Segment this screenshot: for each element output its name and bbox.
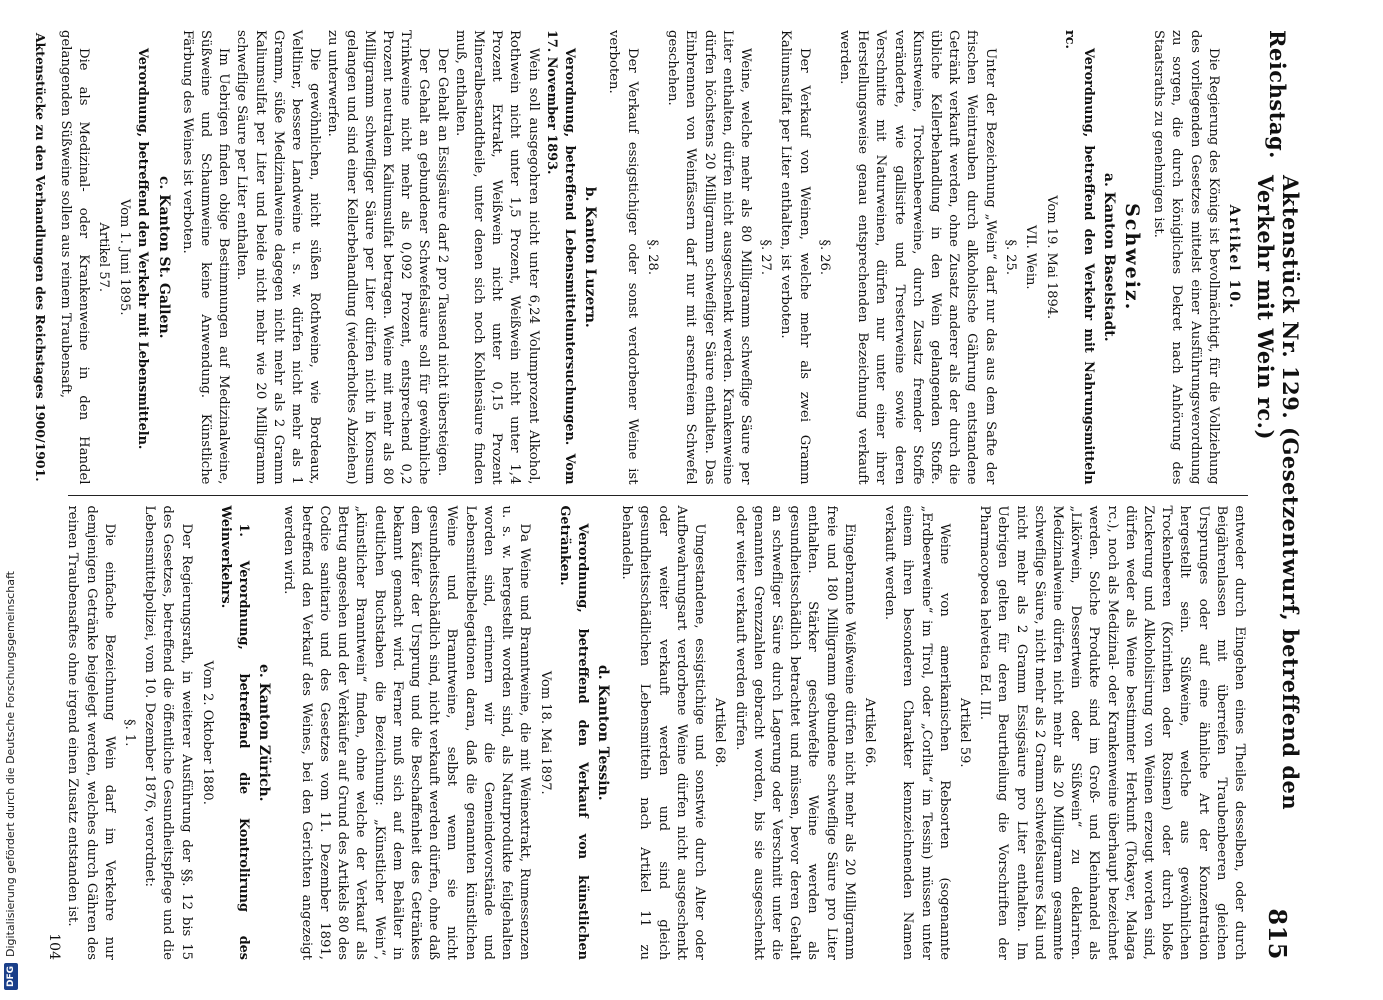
left-column [33,30,1248,495]
dfg-logo: DFG [4,963,18,990]
paragraph: Weine, welche mehr als 80 Milligramm schweflige Säure per Liter enthalten, dürfen nicht ausgeschenkt werden. Krankenweine dürfen höchstens 20 Milligramm schwefliger Säure enthalten. Das Einbrennen von Weinfässern darf nur mit arsenfreiem Schwefel geschehen. [665,30,753,485]
date-line: Vom 2. Oktober 1880. [199,660,215,805]
paragraph: Umgestandene, essigstichige und sonstwie durch Alter oder Aufbewahrungsart verdorbene Weine dürfen nicht ausgeschenkt oder weiter verkauft werden und sind gleich gesundheitsschädlichen Lebensmitteln nach Artikel 11 zu behandeln. [619,505,708,960]
paragraph: Unter der Bezeichnung „Wein“ darf nur das aus dem Safte der frischen Weintrauben durch alkoholische Gährung entstandene Getränk verkauft werden, ohne Zusatz anderer als der durch die übliche Kellerbehandlung in den Wein gelangenden Stoffe. Kunstweine, Trockenbeerweine, durch Zusatz fremder Stoffe veränderte, wie gallisirte und Tresterweine sowie deren Verschnitte mit Naturweinen, dürfen nur unter einer ihrer Herstellungsweise genau entsprechenden Bezeichnung verkauft werden. [836,30,998,485]
paragraph: Der Gehalt an gebundener Schwefelsäure soll für gewöhnliche Trinkweine nicht mehr als 0,092 Prozent, entsprechend 0,2 Prozent neutralem Kaliumsulfat betragen. Weine mit mehr als 80 Milligramm schwefliger Säure per Liter dürfen nicht in Konsum gelangen und sind einer Kellerbehandlung (wiederholtes Abziehen) zu unterwerfen. [325,30,432,485]
paragraph-number: §. 1. [122,719,138,747]
date-line: Vom 1. Juni 1895. [117,199,133,316]
paragraph: Die einfache Bezeichnung Wein darf im Verkehre nur demjenigen Getränke beigelegt werden, welches durch Gähren des reinen Traubensaftes ohne irgend einen Zusatz entstanden ist. [65,505,117,960]
ordinance-title: 1. Verordnung, betreffend die Kontrolirung des Weinverkehrs. [218,505,252,960]
paragraph-number: §. 25. [1002,239,1018,275]
article-heading: Artikel 57. [96,222,112,293]
paragraph: Der Gehalt an Essigsäure darf 2 pro Tausend nicht übersteigen. [434,48,450,477]
footnote: Aktenstücke zu den Verhandlungen des Reichstages 1900/1901. [33,32,49,482]
paragraph: Im Uebrigen finden obige Bestimmungen auf Medizinalweine, Süßweine und Schaumweine keine Anwendung. Künstliche Färbung des Weines ist verboten. [179,30,232,485]
paragraph: Wein soll ausgegohren nicht unter 6,24 Volumprozent Alkohol, Rothwein nicht unter 1,5 Prozent, Weißwein nicht unter 1,4 Prozent Extrakt, Weißwein nicht unter 0,15 Prozent Mineralbestandtheile, unter denen sich noch Kohlensäure finden muß, enthalten. [452,30,541,485]
paragraph: Weine von amerikanischen Rebsorten (sogenannte „Erdbeerweine“ im Tirol, oder „Corlita“ im Tessin) müssen unter einem ihren besonderen Charakter kennzeichnenden Namen verkauft werden. [882,505,952,960]
page-number: 815 [1263,908,1293,960]
canton-heading: b. Kanton Luzern. [582,186,599,328]
paragraph: Die Regierung des Königs ist bevollmächtigt, für die Vollziehung des vorliegenden Gesetzes mittelst einer Ausführungsverordnung zu sorgen, die durch königliches Dekret nach Anhörung des Staatsraths zu genehmigen ist. [1151,30,1221,485]
ordinance-title: Verordnung, betreffend den Verkehr mit Nahrungsmitteln rc. [1062,30,1096,485]
stamp-text: Digitalisierung gefördert durch die Deutsche Forschungsgemeinschaft [4,571,17,957]
paragraph: Eingebrannte Weißweine dürfen nicht mehr als 20 Milligramm freie und 180 Milligramm gebundene schweflige Säure pro Liter enthalten. Stärker geschwefelte Weine werden als gesundheitsschädlich betrachtet und müssen, bevor deren Gehalt an schwefliger Säure durch Lagerung oder Verschnitt unter die genannten Grenzzahlen gebracht worden, bis sie ausgeschenkt oder weiter verkauft werden dürfen. [732,505,857,960]
paragraph-number: §. 28. [644,239,660,275]
paragraph: Der Verkauf von Weinen, welche mehr als zwei Gramm Kaliumsulfat per Liter enthalten, ist verboten. [778,30,812,485]
paragraph: Die als Medizinal- oder Krankenweine in den Handel gelangenden Süßweine sollen aus reinem Traubensaft, [57,30,91,485]
article-heading: Artikel 10. [1226,204,1242,310]
canton-heading: a. Kanton Baselstadt. [1100,172,1117,342]
paragraph: Der Regierungsrath, in weiterer Ausführung der §§. 12 bis 15 des Gesetzes, betreffend die öffentliche Gesundheitspflege und die Lebensmittelpolizei, vom 10. Dezember 1876, verordnet: [142,505,194,960]
paragraph-number: §. 27. [758,239,774,275]
ordinance-title: Verordnung, betreffend den Verkehr mit Lebensmitteln. [135,48,151,450]
date-line: Vom 18. Mai 1897. [538,670,554,795]
right-column [65,496,1248,961]
running-head [1253,30,1303,960]
running-head-left: Reichstag. [1265,30,1291,159]
running-head-title: Aktenstück Nr. 129. (Gesetzentwurf, betreffend den Verkehr mit Wein rc.) [1253,174,1303,811]
canton-heading: e. Kanton Zürich. [256,663,273,802]
country-heading: Schweiz. [1120,203,1143,312]
canton-heading: d. Kanton Tessin. [595,664,612,801]
ordinance-title: Verordnung, betreffend Lebensmitteluntersuchungen. Vom 17. November 1893. [543,30,578,485]
article-heading: Artikel 59. [956,697,972,768]
section-heading: VII. Wein. [1022,224,1038,290]
paragraph-number: §. 26. [816,239,832,275]
paragraph: entweder durch Eingehen eines Theiles desselben, oder durch Beigährenlassen mit überreifen Traubenbeeren gleichen Ursprunges oder auf eine ähnliche Art der Konzentration hergestellt sein. Süßweine, welche aus gewöhnlichen Trockenbeeren (Korinthen oder Rosinen) oder durch bloße Zuckerung und Alkoholisirung von Weinen erzeugt worden sind, dürfen weder als Weine bestimmter Herkunft (Tokayer, Malaga rc.), noch als Medizinal- oder Krankenweine überhaupt bezeichnet werden. Solche Produkte sind im Groß- und Kleinhandel als „Likörwein, Dessertwein oder Süßwein“ zu deklariren. Medizinalweine dürfen nicht mehr als 20 Milligramm gesammte schweflige Säure, nicht mehr als 2 Gramm schwefelsaures Kali und nicht mehr als 2 Gramm Essigsäure pro Liter enthalten. Im Uebrigen gelten für deren Beurtheilung die Vorschriften der Pharmacopoea helvetica Ed. III. [977,505,1247,960]
paragraph: Die gewöhnlichen, nicht süßen Rothweine, wie Bordeaux, Veltliner, bessere Landweine u. s. w. dürfen nicht mehr als 1 Gramm, süße Medizinalweine dagegen nicht mehr als 2 Gramm Kaliumsulfat per Liter und beide nicht mehr wie 20 Milligramm schweflige Säure per Liter enthalten. [234,30,323,485]
article-heading: Artikel 66. [861,697,877,768]
page-footer [42,30,62,960]
paragraph: Da Weine und Branntweine, die mit Weinextrakt, Rumessenzen u. s. w. hergestellt worden sind, als Naturprodukte feilgehalten worden sind, erinnern wir die Gemeindevorstände und Lebensmittelbelegationen daran, daß die genannten künstlichen Weine und Branntweine, selbst wenn sie nicht gesundheitsschädlich sind, nicht verkauft werden dürfen, ohne daß dem Käufer der Ursprung und die Beschaffenheit des Getränkes bekannt gemacht wird. Ferner muß sich auf dem Behälter in deutlichen Buchstaben die Bezeichnung: „Künstlicher Wein“, „künstlicher Branntwein“ finden, ohne welche der Verkauf als Betrug angesehen und der Verkäufer auf Grund des Artikels 80 des Codice sanitario und des Gesetzes vom 11. Dezember 1891, betreffend den Verkauf des Weines, bei den Gerichten angezeigt werden wird. [280,505,533,960]
date-line: Vom 19. Mai 1894. [1044,195,1060,320]
paragraph: Der Verkauf essigstichiger oder sonst verdorbener Weine ist verboten. [606,30,640,485]
article-heading: Artikel 68. [712,697,728,768]
ordinance-title: Verordnung, betreffend den Verkauf von künstlichen Getränken. [556,505,590,960]
canton-heading: c. Kanton St. Gallen. [155,176,172,339]
footer-page-number: 104 [46,933,62,960]
